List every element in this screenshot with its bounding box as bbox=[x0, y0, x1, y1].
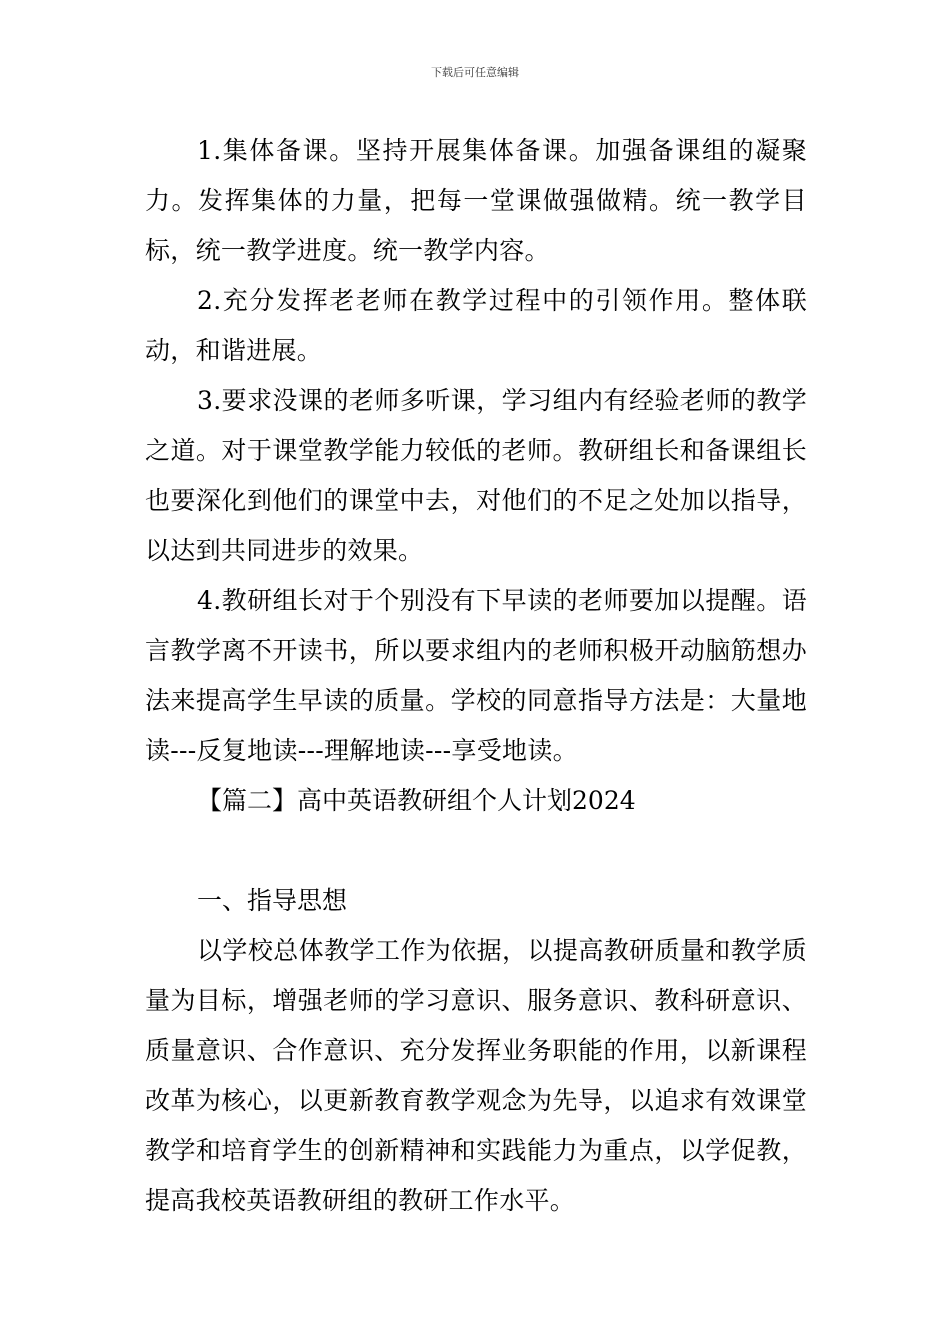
paragraph-2: 2.充分发挥老老师在教学过程中的引领作用。整体联动，和谐进展。 bbox=[145, 286, 807, 365]
paragraph-1: 1.集体备课。坚持开展集体备课。加强备课组的凝聚力。发挥集体的力量，把每一堂课做强做精。统一教学目标，统一教学进度。统一教学内容。 bbox=[145, 136, 807, 265]
paragraph-4: 4.教研组长对于个别没有下早读的老师要加以提醒。语言教学离不开读书，所以要求组内的老师积极开动脑筋想办法来提高学生早读的质量。学校的同意指导方法是：大量地读---反复地读---理解地读---享受地读。 bbox=[145, 586, 807, 765]
section-heading: 一、指导思想 bbox=[197, 886, 348, 915]
paragraph-3: 3.要求没课的老师多听课，学习组内有经验老师的教学之道。对于课堂教学能力较低的老师。教研组长和备课组长也要深化到他们的课堂中去，对他们的不足之处加以指导，以达到共同进步的效果。 bbox=[145, 386, 807, 565]
document-body bbox=[145, 126, 807, 1226]
section-title: 【篇二】高中英语教研组个人计划2024 bbox=[197, 786, 636, 815]
section-body: 以学校总体教学工作为依据，以提高教研质量和教学质量为目标，增强老师的学习意识、服务意识、教科研意识、质量意识、合作意识、充分发挥业务职能的作用，以新课程改革为核心，以更新教育教学观念为先导，以追求有效课堂教学和培育学生的创新精神和实践能力为重点，以学促教，提高我校英语教研组的教研工作水平。 bbox=[145, 936, 807, 1215]
page-header: 下载后可任意编辑 bbox=[431, 66, 519, 79]
